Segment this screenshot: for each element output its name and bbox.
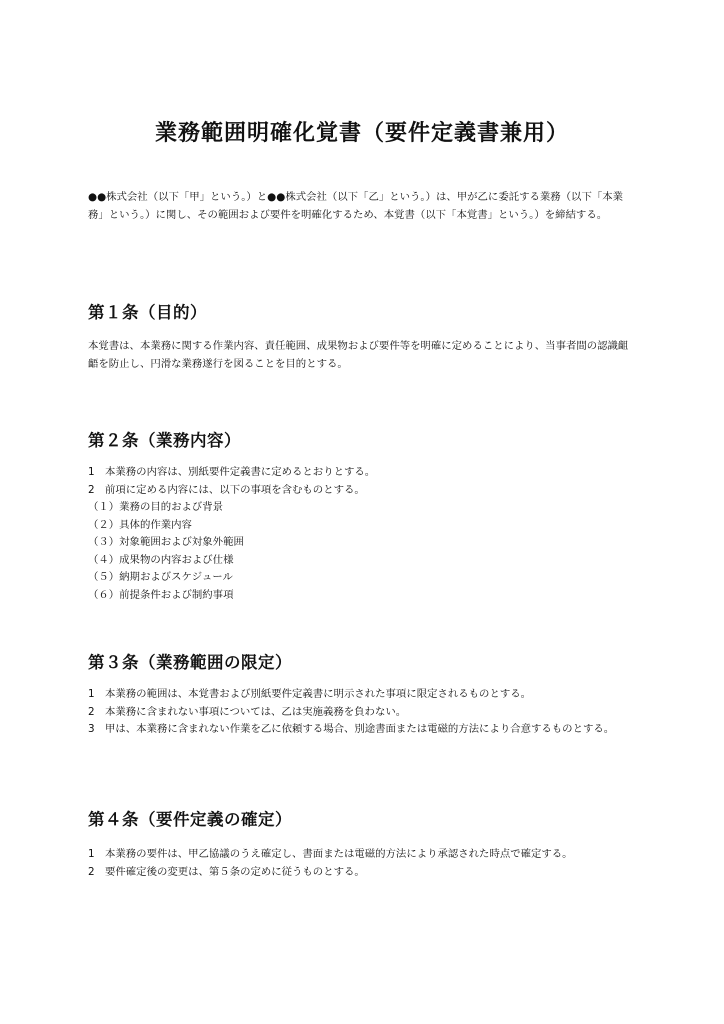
article-4-body xyxy=(88,846,636,881)
article-4-line: 1 本業務の要件は、甲乙協議のうえ確定し、書面または電磁的方法により承認された時点で確定する。 xyxy=(88,848,573,860)
article-2-line: 2 前項に定める内容には、以下の事項を含むものとする。 xyxy=(88,483,365,496)
article-1-heading: 第１条（目的） xyxy=(88,303,207,322)
article-2-line: （４）成果物の内容および仕様 xyxy=(88,553,234,566)
article-3-heading: 第３条（業務範囲の限定） xyxy=(88,653,292,672)
article-2-line: （２）具体的作業内容 xyxy=(88,518,192,531)
article-2-body xyxy=(88,464,636,604)
article-4-line: 2 要件確定後の変更は、第５条の定めに従うものとする。 xyxy=(88,865,365,878)
article-2-line: （５）納期およびスケジュール xyxy=(88,571,233,583)
article-4-heading: 第４条（要件定義の確定） xyxy=(88,810,292,829)
article-2-line: （６）前提条件および制約事項 xyxy=(88,588,234,601)
article-2-line: （３）対象範囲および対象外範囲 xyxy=(88,536,244,548)
article-2-heading: 第２条（業務内容） xyxy=(88,431,241,450)
article-2-line: （１）業務の目的および背景 xyxy=(88,501,224,513)
article-2-line: 1 本業務の内容は、別紙要件定義書に定めるとおりとする。 xyxy=(88,466,376,478)
article-3-line: 3 甲は、本業務に含まれない作業を乙に依頼する場合、別途書面または電磁的方法により合意するものとする。 xyxy=(88,723,615,735)
article-3-body xyxy=(88,686,636,739)
article-1-body: 本覚書は、本業務に関する作業内容、責任範囲、成果物および要件等を明確に定めることにより、当事者間の認識齟齬を防止し、円滑な業務遂行を図ることを目的とする。 xyxy=(88,340,629,370)
document-title: 業務範囲明確化覚書（要件定義書兼用） xyxy=(154,121,569,146)
article-3-line: 1 本業務の範囲は、本覚書および別紙要件定義書に明示された事項に限定されるものとする。 xyxy=(88,688,532,700)
preamble-paragraph: ●●株式会社（以下「甲」という。）と●●株式会社（以下「乙」という。）は、甲が乙に委託する業務（以下「本業務」という。）に関し、その範囲および要件を明確化するため、本覚書（以下「本覚書」という。）を締結する。 xyxy=(88,191,624,221)
article-3-line: 2 本業務に含まれない事項については、乙は実施義務を負わない。 xyxy=(88,705,407,718)
